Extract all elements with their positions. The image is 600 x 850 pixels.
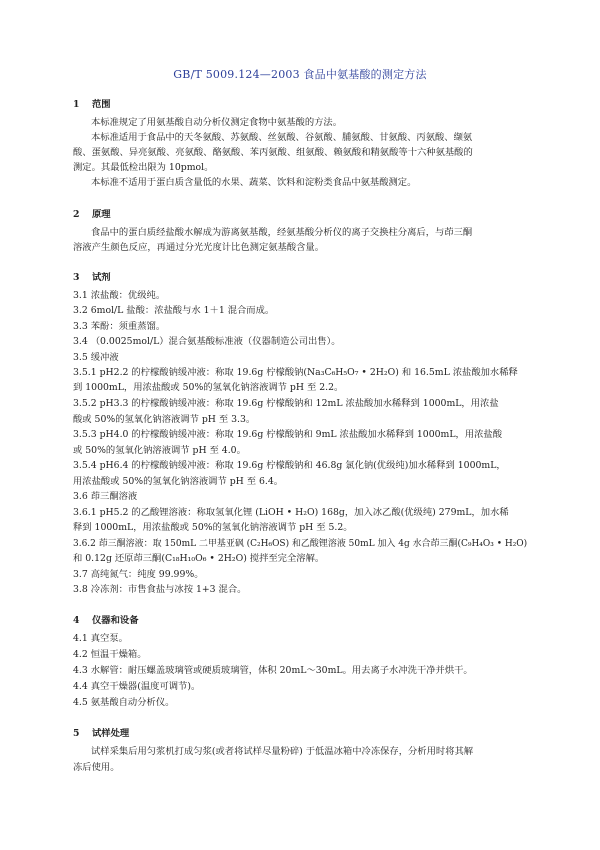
section-number: 4	[73, 615, 80, 626]
list-item: 3.8 冷冻剂：市售食盐与冰按 1+3 混合。	[73, 584, 247, 595]
list-item: 3.5.4 pH6.4 的柠檬酸钠缓冲液：称取 19.6g 柠檬酸钠和 46.8g 氯化钠(优级纯)加水稀释到 1000mL，	[73, 460, 506, 471]
list-item-continuation: 和 0.12g 还原茚三酮(C₁₈H₁₀O₆ • 2H₂O) 搅拌至完全溶解。	[73, 553, 325, 564]
list-item: 3.5.1 pH2.2 的柠檬酸钠缓冲液：称取 19.6g 柠檬酸钠(Na₃C₆H₅O₇ • 2H₂O) 和 16.5mL 浓盐酸加水稀释	[73, 367, 518, 378]
list-item: 4.4 真空干燥器(温度可调节)。	[73, 681, 201, 692]
list-item: 3.5 缓冲液	[73, 352, 119, 363]
section-heading	[73, 271, 111, 284]
section-title: 原理	[92, 209, 111, 220]
paragraph-line: 冻后使用。	[73, 762, 120, 773]
paragraph-line: 酸、蛋氨酸、异亮氨酸、亮氨酸、酪氨酸、苯丙氨酸、组氨酸、赖氨酸和精氨酸等十六种氨基酸的	[73, 147, 473, 158]
section-heading	[73, 614, 139, 627]
section-heading	[73, 208, 111, 221]
list-item: 4.3 水解管：耐压螺盖玻璃管或硬质玻璃管，体积 20mL～30mL。用去离子水冲洗干净并烘干。	[73, 665, 473, 676]
list-item: 4.1 真空泵。	[73, 633, 128, 644]
paragraph-line: 试样采集后用匀浆机打成匀浆(或者将试样尽量粉碎) 于低温冰箱中冷冻保存，分析用时将其解	[91, 746, 474, 757]
document-title: GB/T 5009.124—2003 食品中氨基酸的测定方法	[173, 68, 427, 81]
section-title: 试剂	[92, 272, 111, 283]
list-item: 3.6.1 pH5.2 的乙酸锂溶液：称取氢氧化锂 (LiOH • H₂O) 168g，加入冰乙酸(优级纯) 279mL，加水稀	[73, 507, 509, 518]
paragraph-line: 本标准适用于食品中的天冬氨酸、苏氨酸、丝氨酸、谷氨酸、脯氨酸、甘氨酸、丙氨酸、缬氨	[91, 132, 473, 143]
list-item: 3.4 （0.0025mol/L）混合氨基酸标准液（仪器制造公司出售）。	[73, 336, 341, 347]
list-item: 3.5.2 pH3.3 的柠檬酸钠缓冲液：称取 19.6g 柠檬酸钠和 12mL 浓盐酸加水稀释到 1000mL，用浓盐	[73, 398, 499, 409]
list-item-continuation: 用浓盐酸或 50%的氢氧化钠溶液调节 pH 至 6.4。	[73, 476, 284, 487]
section-number: 1	[73, 99, 80, 110]
list-item: 3.3 苯酚：须重蒸馏。	[73, 321, 166, 332]
list-item-continuation: 释到 1000mL，用浓盐酸或 50%的氢氧化钠溶液调节 pH 至 5.2。	[73, 522, 353, 533]
paragraph-line: 溶液产生颜色反应，再通过分光光度计比色测定氨基酸含量。	[73, 242, 325, 253]
paragraph-line: 食品中的蛋白质经盐酸水解成为游离氨基酸，经氨基酸分析仪的离子交换柱分离后，与茚三酮	[91, 227, 473, 238]
list-item: 3.6.2 茚三酮溶液：取 150mL 二甲基亚砜 (C₂H₆OS) 和乙酸锂溶液 50mL 加入 4g 水合茚三酮(C₉H₄O₃ • H₂O)	[73, 538, 528, 549]
section-number: 5	[73, 728, 80, 739]
list-item: 4.5 氨基酸自动分析仪。	[73, 697, 175, 708]
section-title: 试样处理	[92, 728, 130, 739]
section-title: 仪器和设备	[92, 615, 139, 626]
paragraph-line: 测定。其最低检出限为 10pmol。	[73, 162, 214, 173]
list-item: 3.2 6mol/L 盐酸：浓盐酸与水 1＋1 混合而成。	[73, 305, 275, 316]
paragraph-line: 本标准规定了用氨基酸自动分析仪测定食物中氨基酸的方法。	[91, 117, 343, 128]
section-heading	[73, 98, 111, 111]
list-item-continuation: 酸或 50%的氢氧化钠溶液调节 pH 至 3.3。	[73, 414, 256, 425]
section-number: 2	[73, 209, 80, 220]
list-item: 3.5.3 pH4.0 的柠檬酸钠缓冲液：称取 19.6g 柠檬酸钠和 9mL 浓盐酸加水稀释到 1000mL，用浓盐酸	[73, 429, 503, 440]
list-item: 3.6 茚三酮溶液	[73, 491, 138, 502]
list-item: 3.7 高纯氮气：纯度 99.99%。	[73, 569, 204, 580]
section-number: 3	[73, 272, 80, 283]
list-item: 4.2 恒温干燥箱。	[73, 649, 147, 660]
list-item-continuation: 或 50%的氢氧化钠溶液调节 pH 至 4.0。	[73, 445, 246, 456]
list-item-continuation: 到 1000mL，用浓盐酸或 50%的氢氧化钠溶液调节 pH 至 2.2。	[73, 382, 344, 393]
list-item: 3.1 浓盐酸：优级纯。	[73, 290, 166, 301]
section-title: 范围	[92, 99, 111, 110]
section-heading	[73, 727, 129, 740]
paragraph-line: 本标准不适用于蛋白质含量低的水果、蔬菜、饮料和淀粉类食品中氨基酸测定。	[91, 177, 417, 188]
